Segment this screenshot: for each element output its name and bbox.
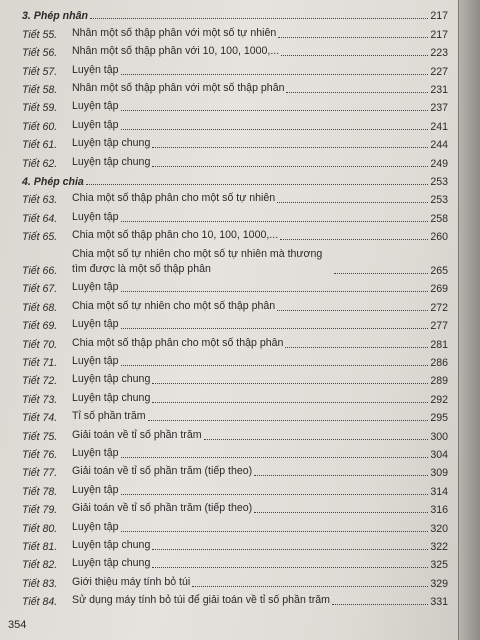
lesson-title: Luyện tập xyxy=(72,118,119,131)
lesson-label: Tiết 57. xyxy=(22,65,58,78)
lesson-label: Tiết 82. xyxy=(22,559,58,572)
page-ref: 322 xyxy=(430,540,448,553)
lesson-label: Tiết 70. xyxy=(22,338,58,351)
lesson-label: Tiết 61. xyxy=(22,139,58,152)
lesson-title: Giải toán về tỉ số phần trăm (tiếp theo) xyxy=(72,502,253,515)
toc-entry xyxy=(22,535,448,553)
lesson-title: Giải toán về tỉ số phần trăm (tiếp theo) xyxy=(72,465,253,478)
lesson-label: Tiết 73. xyxy=(22,393,58,406)
lesson-label: Tiết 63. xyxy=(22,194,58,207)
lesson-label: Tiết 74. xyxy=(22,412,58,425)
toc-entry xyxy=(22,498,448,516)
dot-leader xyxy=(152,147,428,148)
lesson-label: Tiết 83. xyxy=(22,577,58,590)
lesson-label: Tiết 64. xyxy=(22,212,58,225)
page-ref: 320 xyxy=(430,522,448,535)
dot-leader xyxy=(121,291,428,292)
dot-leader xyxy=(152,567,428,568)
lesson-label: Tiết 72. xyxy=(22,375,58,388)
lesson-title: Chia một số thập phân cho một số tự nhiên xyxy=(72,192,276,205)
page-ref: 316 xyxy=(430,504,448,517)
section-title: 4. Phép chia xyxy=(22,175,84,188)
toc-entry xyxy=(22,22,448,40)
lesson-title: Luyện tập xyxy=(72,318,119,331)
toc-entry xyxy=(22,243,448,277)
lesson-label: Tiết 58. xyxy=(22,83,58,96)
page-ref: 314 xyxy=(430,485,448,498)
lesson-title: Luyện tập chung xyxy=(72,538,151,551)
dot-leader xyxy=(277,202,428,203)
dot-leader xyxy=(254,475,428,476)
toc-entry xyxy=(22,96,448,114)
lesson-title: Luyện tập xyxy=(72,100,119,113)
page-ref: 223 xyxy=(430,47,448,60)
toc-entry xyxy=(22,206,448,224)
dot-leader xyxy=(285,347,428,348)
page-ref: 289 xyxy=(430,375,448,388)
page-ref: 286 xyxy=(430,357,448,370)
lesson-label: Tiết 65. xyxy=(22,231,58,244)
dot-leader xyxy=(286,92,428,93)
lesson-title: Luyện tập xyxy=(72,520,119,533)
toc-entry xyxy=(22,553,448,571)
toc-entry xyxy=(22,133,448,151)
page-ref: 253 xyxy=(430,175,448,188)
page-ref: 244 xyxy=(430,139,448,152)
lesson-title: Luyện tập xyxy=(72,355,119,368)
section-heading xyxy=(22,4,448,22)
page-ref: 300 xyxy=(430,430,448,443)
dot-leader xyxy=(121,494,428,495)
lesson-title: Tỉ số phần trăm xyxy=(72,410,146,423)
dot-leader xyxy=(278,37,428,38)
page-ref: 217 xyxy=(430,10,448,23)
dot-leader xyxy=(152,549,428,550)
toc-entry xyxy=(22,351,448,369)
lesson-title: Giải toán về tỉ số phần trăm xyxy=(72,428,202,441)
toc-entry xyxy=(22,387,448,405)
page-number: 354 xyxy=(8,619,27,631)
table-of-contents xyxy=(22,4,448,608)
toc-entry xyxy=(22,443,448,461)
lesson-label: Tiết 66. xyxy=(22,265,58,278)
dot-leader xyxy=(152,402,428,403)
page-ref: 258 xyxy=(430,212,448,225)
lesson-title: Luyện tập chung xyxy=(72,557,151,570)
toc-entry xyxy=(22,424,448,442)
page-ref: 331 xyxy=(430,596,448,609)
page-ref: 227 xyxy=(430,65,448,78)
page-ref: 260 xyxy=(430,231,448,244)
toc-entry xyxy=(22,41,448,59)
dot-leader xyxy=(281,55,428,56)
page-ref: 277 xyxy=(430,320,448,333)
lesson-label: Tiết 68. xyxy=(22,301,58,314)
dot-leader xyxy=(121,110,428,111)
dot-leader xyxy=(334,273,428,274)
toc-entry xyxy=(22,516,448,534)
page-ref: 325 xyxy=(430,559,448,572)
toc-entry xyxy=(22,78,448,96)
lesson-label: Tiết 76. xyxy=(22,448,58,461)
page-ref: 292 xyxy=(430,393,448,406)
toc-entry xyxy=(22,461,448,479)
toc-entry xyxy=(22,114,448,132)
lesson-title: Luyện tập xyxy=(72,483,119,496)
dot-leader xyxy=(204,439,428,440)
lesson-label: Tiết 75. xyxy=(22,430,58,443)
page-ref: 309 xyxy=(430,467,448,480)
lesson-label: Tiết 84. xyxy=(22,596,58,609)
lesson-label: Tiết 55. xyxy=(22,28,58,41)
toc-entry xyxy=(22,295,448,313)
lesson-title: Chia một số thập phân cho một số thập phân xyxy=(72,336,284,349)
lesson-label: Tiết 60. xyxy=(22,120,58,133)
page-ref: 231 xyxy=(430,83,448,96)
dot-leader xyxy=(254,512,428,513)
dot-leader xyxy=(121,365,428,366)
lesson-title: Nhân một số thập phân với 10, 100, 1000,... xyxy=(72,45,280,58)
toc-entry xyxy=(22,332,448,350)
dot-leader xyxy=(121,74,428,75)
section-title: 3. Phép nhân xyxy=(22,10,88,23)
lesson-label: Tiết 77. xyxy=(22,467,58,480)
toc-entry xyxy=(22,406,448,424)
page-ref: 237 xyxy=(430,102,448,115)
lesson-title: Luyện tập xyxy=(72,446,119,459)
page-ref: 269 xyxy=(430,283,448,296)
adjacent-page-edge xyxy=(458,0,480,640)
dot-leader xyxy=(121,457,428,458)
dot-leader xyxy=(280,239,428,240)
toc-entry xyxy=(22,590,448,608)
lesson-label: Tiết 81. xyxy=(22,540,58,553)
page-ref: 281 xyxy=(430,338,448,351)
dot-leader xyxy=(121,531,428,532)
toc-entry xyxy=(22,225,448,243)
lesson-title: Luyện tập chung xyxy=(72,373,151,386)
lesson-label: Tiết 79. xyxy=(22,504,58,517)
dot-leader xyxy=(121,328,428,329)
lesson-label: Tiết 69. xyxy=(22,320,58,333)
page-ref: 265 xyxy=(430,265,448,278)
lesson-label: Tiết 80. xyxy=(22,522,58,535)
lesson-title: Luyện tập chung xyxy=(72,155,151,168)
lesson-title: Sử dụng máy tính bỏ túi để giải toán về tỉ số phần trăm xyxy=(72,594,330,607)
lesson-title: Luyện tập xyxy=(72,210,119,223)
dot-leader xyxy=(332,604,428,605)
lesson-title: Nhân một số thập phân với một số thập phân xyxy=(72,81,285,94)
lesson-label: Tiết 71. xyxy=(22,357,58,370)
dot-leader xyxy=(277,310,428,311)
lesson-title: Luyện tập chung xyxy=(72,391,151,404)
lesson-title: Chia một số tự nhiên cho một số tự nhiên mà thương tìm được là một số thập phân xyxy=(72,248,323,276)
page-ref: 272 xyxy=(430,301,448,314)
lesson-label: Tiết 56. xyxy=(22,47,58,60)
page-ref: 249 xyxy=(430,157,448,170)
dot-leader xyxy=(121,221,428,222)
page-ref: 304 xyxy=(430,448,448,461)
toc-entry xyxy=(22,314,448,332)
lesson-title: Luyện tập xyxy=(72,281,119,294)
dot-leader xyxy=(90,18,428,19)
lesson-title: Luyện tập xyxy=(72,63,119,76)
dot-leader xyxy=(148,420,428,421)
page-ref: 217 xyxy=(430,28,448,41)
toc-entry xyxy=(22,369,448,387)
lesson-title: Luyện tập chung xyxy=(72,137,151,150)
toc-entry xyxy=(22,277,448,295)
lesson-title: Chia một số thập phân cho 10, 100, 1000,... xyxy=(72,229,279,242)
page-ref: 295 xyxy=(430,412,448,425)
toc-entry xyxy=(22,479,448,497)
page-ref: 253 xyxy=(430,194,448,207)
lesson-title: Nhân một số thập phân với một số tự nhiên xyxy=(72,26,277,39)
page-ref: 241 xyxy=(430,120,448,133)
lesson-label: Tiết 59. xyxy=(22,102,58,115)
lesson-label: Tiết 67. xyxy=(22,283,58,296)
toc-entry xyxy=(22,151,448,169)
lesson-label: Tiết 62. xyxy=(22,157,58,170)
lesson-title: Giới thiệu máy tính bỏ túi xyxy=(72,575,191,588)
dot-leader xyxy=(121,129,428,130)
toc-entry xyxy=(22,571,448,589)
dot-leader xyxy=(86,184,428,185)
dot-leader xyxy=(152,166,428,167)
page-ref: 329 xyxy=(430,577,448,590)
lesson-title: Chia một số tự nhiên cho một số thập phân xyxy=(72,299,276,312)
dot-leader xyxy=(152,383,428,384)
section-heading xyxy=(22,170,448,188)
lesson-label: Tiết 78. xyxy=(22,485,58,498)
toc-entry xyxy=(22,59,448,77)
toc-entry xyxy=(22,188,448,206)
dot-leader xyxy=(192,586,428,587)
